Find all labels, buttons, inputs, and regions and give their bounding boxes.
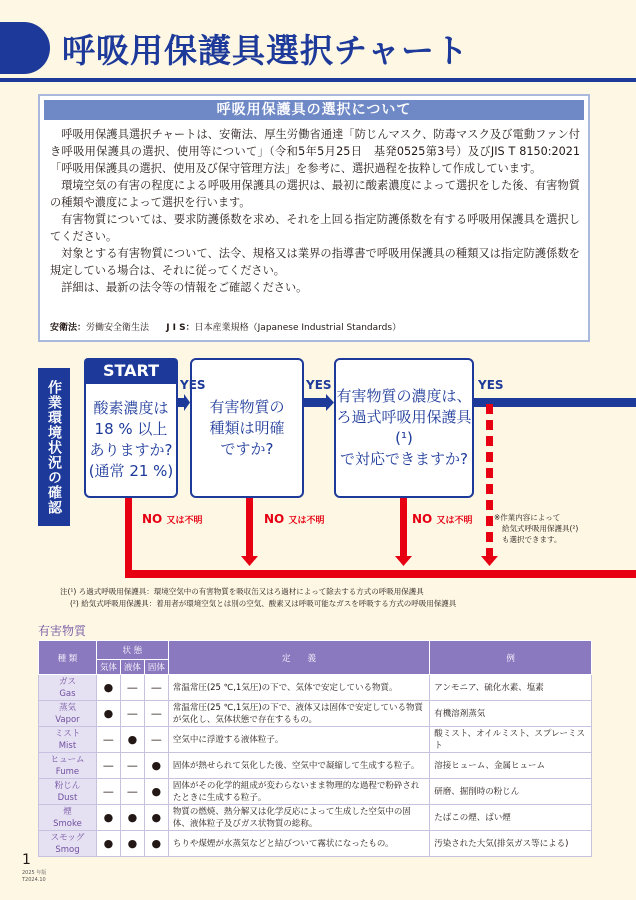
- hazards-title: 有害物質: [38, 624, 87, 638]
- question-line: 酸素濃度は: [93, 399, 169, 417]
- hazard-example: 研磨、掘削時の粉じん: [430, 779, 592, 805]
- question-line: ですか?: [220, 439, 274, 458]
- state-gas: ●: [96, 831, 120, 857]
- hazard-name-en: Fume: [55, 766, 80, 777]
- table-row: [39, 779, 592, 805]
- state-solid: —: [144, 727, 168, 753]
- intro-heading: 呼吸用保護具の選択について: [44, 100, 584, 120]
- state-gas: —: [96, 727, 120, 753]
- intro-paragraph: 呼吸用保護具選択チャートは、安衛法、厚生労働省通達「防じんマスク、防毒マスク及び電動ファン付き呼吸用保護具の選択、使用等について」（令和5年5月25日 基発0525第3号）及びJIS T 8150:2021「呼吸用保護具の選択、使用及び保守管理方法」を参考に、選択過程を抜粋して作成しています。: [50, 128, 580, 175]
- no-text: NO: [264, 512, 285, 526]
- state-liquid: —: [120, 753, 144, 779]
- hazard-name: [39, 753, 97, 779]
- hazard-example: アンモニア、硫化水素、塩素: [430, 675, 592, 701]
- hazard-name-en: Mist: [58, 740, 77, 751]
- hazard-name-jp: ミスト: [54, 728, 81, 739]
- yes-label: YES: [478, 378, 504, 392]
- hazard-example: 溶接ヒューム、金属ヒューム: [430, 753, 592, 779]
- hazard-name-en: Gas: [59, 688, 76, 699]
- side-note: [494, 512, 604, 545]
- state-liquid: —: [120, 701, 144, 727]
- header-liquid: 液体: [120, 660, 144, 675]
- hazard-definition: 常温常圧(25 ℃,1気圧)の下で、液体又は固体で安定している物質が気化し、気体状態で存在するもの。: [168, 701, 429, 727]
- state-gas: ●: [96, 805, 120, 831]
- hazard-example: 有機溶剤蒸気: [430, 701, 592, 727]
- edition-line: 2025 年版: [22, 870, 47, 876]
- state-solid: ●: [144, 805, 168, 831]
- hazard-name-en: Smoke: [53, 818, 82, 829]
- state-solid: —: [144, 701, 168, 727]
- edition-note: [22, 870, 46, 884]
- yes-arrow: [474, 398, 636, 407]
- header-definition: 定 義: [168, 641, 429, 675]
- table-row: [39, 675, 592, 701]
- question-line: (通常 21 %): [88, 462, 174, 480]
- no-label: [264, 512, 324, 526]
- header-gas: 気体: [96, 660, 120, 675]
- table-row: [39, 727, 592, 753]
- question-line: 種類は明確: [209, 418, 285, 437]
- no-suffix: 又は不明: [288, 516, 325, 526]
- state-solid: ●: [144, 779, 168, 805]
- hazard-name: [39, 779, 97, 805]
- no-suffix: 又は不明: [436, 516, 473, 526]
- intro-paragraph: 有害物質については、要求防護係数を求め、それを上回る指定防護係数を有する呼吸用保護具を選択してください。: [50, 213, 580, 243]
- no-label: [142, 512, 202, 526]
- no-label: [412, 512, 472, 526]
- header-state: 状 態: [96, 641, 168, 660]
- footnote: (²) 給気式呼吸用保護具：着用者が環境空気とは別の空気、酸素又は呼吸可能なガスを呼吸する方式の呼吸用保護具: [70, 599, 457, 608]
- side-note-line: も選択できます。: [502, 535, 562, 544]
- hazard-name-jp: ヒューム: [50, 754, 85, 765]
- page-number: 1: [22, 852, 31, 868]
- hazard-name: [39, 675, 97, 701]
- hazard-example: たばこの煙、ばい煙: [430, 805, 592, 831]
- yes-label: YES: [180, 378, 206, 392]
- question-oxygen: [84, 382, 178, 498]
- question-substance-type: [190, 358, 304, 498]
- state-solid: ●: [144, 831, 168, 857]
- header-type: 種 類: [39, 641, 97, 675]
- hazard-name: [39, 701, 97, 727]
- hazard-name: [39, 727, 97, 753]
- yes-arrow: [178, 394, 190, 411]
- hazard-name-jp: スモッグ: [50, 832, 85, 843]
- hazard-definition: 固体がその化学的組成が変わらないまま物理的な過程で粉砕されたときに生成する粒子。: [168, 779, 429, 805]
- hazard-name-jp: ガス: [58, 676, 76, 687]
- state-liquid: ●: [120, 831, 144, 857]
- question-concentration: [334, 358, 474, 498]
- hazards-table: [38, 640, 592, 857]
- header-solid: 固体: [144, 660, 168, 675]
- page-title: 呼吸用保護具選択チャート: [62, 31, 470, 70]
- start-label: START: [84, 358, 178, 384]
- question-line: ありますか?: [89, 441, 173, 459]
- yes-label: YES: [306, 378, 332, 392]
- state-solid: ●: [144, 753, 168, 779]
- hazard-name: [39, 831, 97, 857]
- abbr-label: J I S：: [166, 323, 195, 333]
- table-row: [39, 701, 592, 727]
- footnote: 注(¹) ろ過式呼吸用保護具：環境空気中の有害物質を吸収缶又はろ過材によって除去する方式の呼吸用保護具: [60, 587, 424, 596]
- hazard-name-en: Dust: [57, 792, 78, 803]
- question-line: で対応できますか?: [340, 450, 468, 468]
- hazard-definition: 物質の燃焼、熱分解又は化学反応によって生成した空気中の固体、液体粒子及びガス状物質の総称。: [168, 805, 429, 831]
- hazard-name-en: Vapor: [55, 714, 80, 725]
- state-gas: ●: [96, 675, 120, 701]
- state-liquid: —: [120, 779, 144, 805]
- hazard-example: 汚染された大気(排気ガス等による): [430, 831, 592, 857]
- hazard-definition: 固体が熱せられて気化した後、空気中で凝縮して生成する粒子。: [168, 753, 429, 779]
- hazard-name-jp: 煙: [63, 806, 72, 817]
- state-gas: —: [96, 753, 120, 779]
- hazard-name-jp: 粉じん: [54, 780, 81, 791]
- side-note-line: ※作業内容によって: [494, 513, 561, 522]
- question-line: 有害物質の: [209, 397, 285, 416]
- table-row: [39, 753, 592, 779]
- no-text: NO: [142, 512, 163, 526]
- state-gas: ●: [96, 701, 120, 727]
- no-suffix: 又は不明: [166, 516, 203, 526]
- state-solid: —: [144, 675, 168, 701]
- table-row: [39, 805, 592, 831]
- hazard-example: 酸ミスト、オイルミスト、スプレーミスト: [430, 727, 592, 753]
- edition-line: T2024.10: [22, 877, 46, 883]
- hazard-name-en: Smog: [55, 844, 80, 855]
- hazard-name-jp: 蒸気: [58, 702, 76, 713]
- hazard-definition: 常温常圧(25 ℃,1気圧)の下で、気体で安定している物質。: [168, 675, 429, 701]
- side-note-line: 給気式呼吸用保護具(²): [502, 524, 579, 533]
- abbr-text: 日本産業規格（Japanese Industrial Standards）: [194, 323, 402, 333]
- abbr-text: 労働安全衛生法: [86, 323, 150, 333]
- question-line: 18 % 以上: [94, 420, 168, 438]
- hazard-definition: 空気中に浮遊する液体粒子。: [168, 727, 429, 753]
- abbr-label: 安衛法：: [50, 323, 87, 333]
- hazard-definition: ちりや煤煙が水蒸気などと結びついて霧状になったもの。: [168, 831, 429, 857]
- yes-arrow: [304, 394, 334, 411]
- section-side-label: 作業環境状況の確認: [38, 368, 70, 526]
- table-row: [39, 831, 592, 857]
- intro-paragraph: 対象とする有害物質について、法令、規格又は業界の指導書で呼吸用保護具の種類又は指定防護係数を規定している場合は、それに従ってください。: [50, 247, 580, 277]
- state-liquid: —: [120, 675, 144, 701]
- hazard-name: [39, 805, 97, 831]
- intro-paragraph: 詳細は、最新の法令等の情報をご確認ください。: [61, 281, 308, 294]
- state-liquid: ●: [120, 727, 144, 753]
- header-example: 例: [430, 641, 592, 675]
- question-line: 有害物質の濃度は、: [336, 387, 472, 405]
- question-line: ろ過式呼吸用保護具(¹): [336, 408, 472, 447]
- footnotes: [60, 586, 456, 610]
- state-gas: —: [96, 779, 120, 805]
- no-text: NO: [412, 512, 433, 526]
- state-liquid: ●: [120, 805, 144, 831]
- intro-paragraph: 環境空気の有害の程度による呼吸用保護具の選択は、最初に酸素濃度によって選択をした後、有害物質の種類や濃度によって選択を行います。: [50, 179, 580, 209]
